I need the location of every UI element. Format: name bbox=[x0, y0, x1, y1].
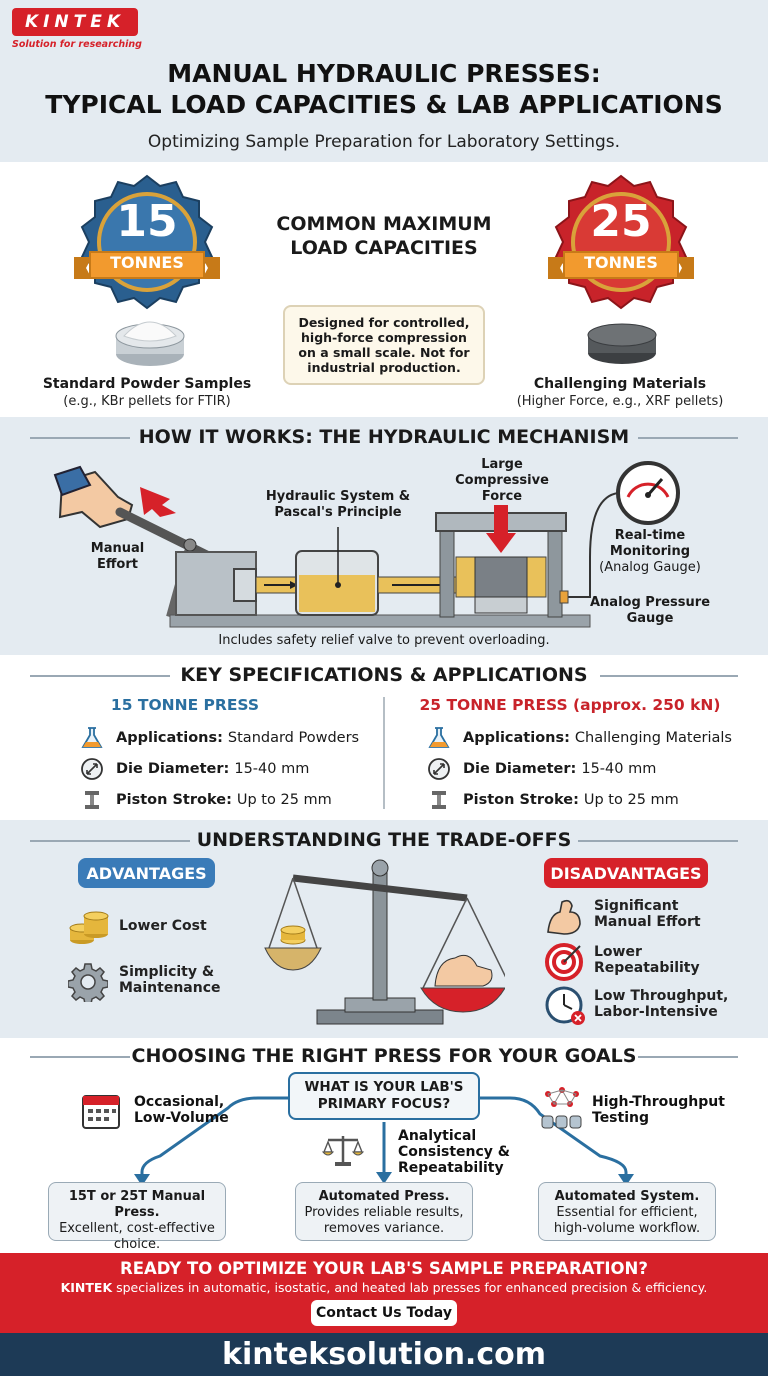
25-tonne-label: Challenging Materials bbox=[533, 376, 707, 392]
spec-value: Up to 25 mm bbox=[583, 792, 679, 808]
diameter-icon bbox=[80, 757, 104, 781]
note-line: industrial production. bbox=[307, 360, 461, 375]
15-tonne-number: 15 bbox=[116, 196, 178, 247]
contact-us-button[interactable]: Contact Us Today bbox=[311, 1300, 457, 1326]
15-tonne-unit: TONNES bbox=[110, 253, 184, 272]
flask-icon bbox=[80, 726, 104, 750]
specs-section bbox=[0, 655, 768, 820]
option-line: Consistency & bbox=[398, 1144, 510, 1160]
label-line: Monitoring bbox=[609, 544, 691, 559]
note-line: high-force compression bbox=[301, 330, 467, 345]
item-line: Low Throughput, bbox=[594, 988, 729, 1004]
spec-value: 15-40 mm bbox=[581, 761, 657, 777]
coins-icon bbox=[68, 906, 110, 946]
spec-key: Applications: bbox=[463, 730, 570, 746]
label-line: (Analog Gauge) bbox=[599, 560, 701, 575]
focus-line: PRIMARY FOCUS? bbox=[317, 1096, 451, 1112]
option-line: Testing bbox=[592, 1110, 649, 1126]
item-line: Significant bbox=[594, 898, 679, 914]
result-line: Provides reliable results, bbox=[304, 1205, 464, 1220]
monitoring-label bbox=[580, 528, 720, 576]
25-tonne-unit: TONNES bbox=[584, 253, 658, 272]
result-title: Automated Press. bbox=[318, 1189, 450, 1204]
goals-title: CHOOSING THE RIGHT PRESS FOR YOUR GOALS bbox=[131, 1045, 637, 1067]
advantage-cost bbox=[119, 918, 207, 934]
advantage-simplicity bbox=[119, 964, 221, 996]
result-automated-press bbox=[295, 1182, 473, 1241]
label-line: Effort bbox=[97, 557, 138, 572]
capacities-title-line-2: LOAD CAPACITIES bbox=[290, 237, 478, 259]
option-line: Analytical bbox=[398, 1128, 477, 1144]
gauge-label bbox=[575, 595, 725, 627]
calendar-icon bbox=[80, 1090, 122, 1130]
option-line: Occasional, bbox=[134, 1094, 225, 1110]
result-line: choice. bbox=[113, 1237, 161, 1252]
result-line: Excellent, cost-effective bbox=[59, 1221, 215, 1236]
logo-tagline: Solution for researching bbox=[12, 39, 142, 50]
15-tonne-label: Standard Powder Samples bbox=[42, 376, 252, 392]
disadvantage-throughput bbox=[594, 988, 728, 1020]
label-line: Large bbox=[481, 457, 523, 472]
flexed-arm-icon bbox=[544, 896, 584, 936]
page-subtitle: Optimizing Sample Preparation for Laboratory Settings. bbox=[147, 132, 621, 152]
scope-note bbox=[283, 305, 485, 385]
mechanism-title: HOW IT WORKS: THE HYDRAULIC MECHANISM bbox=[138, 426, 630, 448]
piston-icon bbox=[80, 788, 104, 812]
spec-applications-25 bbox=[427, 726, 732, 750]
clock-icon bbox=[544, 985, 588, 1027]
spec-value: Standard Powders bbox=[227, 730, 360, 746]
balance-scale-icon bbox=[255, 850, 505, 1030]
spec-stroke-25 bbox=[427, 788, 679, 812]
item-line: Repeatability bbox=[594, 960, 700, 976]
spec-key: Piston Stroke: bbox=[463, 792, 579, 808]
scale-icon bbox=[322, 1132, 364, 1168]
item-line: Maintenance bbox=[119, 980, 221, 996]
label-line: Analog Pressure bbox=[589, 595, 711, 610]
flask-icon bbox=[427, 726, 451, 750]
disadvantage-repeatability bbox=[594, 944, 700, 976]
15-tonne-heading: 15 TONNE PRESS bbox=[110, 696, 260, 714]
capacities-title bbox=[240, 212, 528, 260]
result-title: Automated System. bbox=[554, 1189, 700, 1204]
item-line: Labor-Intensive bbox=[594, 1004, 718, 1020]
item-line: Lower bbox=[594, 944, 642, 960]
safety-note: Includes safety relief valve to prevent overloading. bbox=[218, 633, 550, 648]
mechanism-section bbox=[0, 417, 768, 655]
result-line: high-volume workflow. bbox=[553, 1221, 701, 1236]
dark-pellet-icon bbox=[582, 317, 662, 367]
piston-icon bbox=[427, 788, 451, 812]
label-line: Gauge bbox=[626, 611, 674, 626]
focus-line: WHAT IS YOUR LAB'S bbox=[304, 1079, 464, 1095]
option-consistency bbox=[398, 1128, 510, 1176]
option-occasional bbox=[134, 1094, 229, 1126]
title-line-2: TYPICAL LOAD CAPACITIES & LAB APPLICATIONS bbox=[45, 90, 723, 119]
goals-section bbox=[0, 1038, 768, 1253]
item-line: Lower Cost bbox=[119, 918, 207, 934]
spec-key: Die Diameter: bbox=[463, 761, 577, 777]
cta-heading: READY TO OPTIMIZE YOUR LAB'S SAMPLE PREPARATION? bbox=[120, 1259, 648, 1278]
note-line: on a small scale. Not for bbox=[298, 345, 470, 360]
option-line: High-Throughput bbox=[592, 1094, 725, 1110]
target-icon bbox=[544, 942, 584, 982]
result-automated-system bbox=[538, 1182, 716, 1241]
spec-value: Challenging Materials bbox=[574, 730, 732, 746]
primary-focus-question bbox=[288, 1072, 480, 1120]
disadvantage-effort bbox=[594, 898, 701, 930]
spec-value: 15-40 mm bbox=[234, 761, 310, 777]
label-line: Compressive bbox=[455, 473, 549, 488]
cta-text bbox=[0, 1280, 768, 1295]
spec-stroke-15 bbox=[80, 788, 332, 812]
capacities-title-line-1: COMMON MAXIMUM bbox=[276, 213, 492, 235]
throughput-network-icon bbox=[540, 1086, 584, 1132]
tradeoffs-title: UNDERSTANDING THE TRADE-OFFS bbox=[196, 829, 572, 851]
tradeoffs-section bbox=[0, 820, 768, 1038]
spec-key: Die Diameter: bbox=[116, 761, 230, 777]
spec-key: Applications: bbox=[116, 730, 223, 746]
item-line: Manual Effort bbox=[594, 914, 701, 930]
spec-key: Piston Stroke: bbox=[116, 792, 232, 808]
header bbox=[0, 0, 768, 162]
spec-die-25 bbox=[427, 757, 656, 781]
option-high-throughput bbox=[592, 1094, 725, 1126]
kintek-logo[interactable]: KINTEK bbox=[12, 8, 138, 36]
diameter-icon bbox=[427, 757, 451, 781]
spec-applications-15 bbox=[80, 726, 359, 750]
spec-die-15 bbox=[80, 757, 309, 781]
result-manual-press bbox=[48, 1182, 226, 1252]
page-title bbox=[0, 58, 768, 120]
15-tonne-sub: (e.g., KBr pellets for FTIR) bbox=[63, 394, 231, 409]
note-line: Designed for controlled, bbox=[298, 315, 470, 330]
advantages-pill: ADVANTAGES bbox=[78, 858, 215, 888]
item-line: Simplicity & bbox=[119, 964, 215, 980]
specs-title: KEY SPECIFICATIONS & APPLICATIONS bbox=[180, 664, 588, 686]
25-tonne-sub: (Higher Force, e.g., XRF pellets) bbox=[516, 394, 724, 409]
25-tonne-heading: 25 TONNE PRESS (approx. 250 kN) bbox=[419, 696, 721, 714]
label-line: Real-time bbox=[614, 528, 686, 543]
capacities-section bbox=[0, 162, 768, 417]
label-line: Pascal's Principle bbox=[274, 505, 402, 520]
hydraulic-system-label bbox=[253, 489, 423, 521]
footer-url[interactable]: kinteksolution.com bbox=[0, 1333, 768, 1376]
result-line: removes variance. bbox=[323, 1221, 445, 1236]
25-tonne-number: 25 bbox=[590, 196, 652, 247]
title-line-1: MANUAL HYDRAULIC PRESSES: bbox=[167, 59, 601, 88]
gear-icon bbox=[68, 962, 108, 1002]
label-line: Force bbox=[481, 489, 523, 504]
15-tonne-badge-icon bbox=[72, 172, 222, 322]
result-line: Essential for efficient, bbox=[556, 1205, 698, 1220]
cta-description: specializes in automatic, isostatic, and heated lab presses for enhanced precision & efficiency. bbox=[112, 1280, 708, 1295]
25-tonne-badge-icon bbox=[546, 172, 696, 322]
manual-effort-label bbox=[80, 541, 155, 573]
column-divider bbox=[383, 697, 385, 809]
option-line: Repeatability bbox=[398, 1160, 504, 1176]
label-line: Manual bbox=[90, 541, 145, 556]
spec-value: Up to 25 mm bbox=[236, 792, 332, 808]
option-line: Low-Volume bbox=[134, 1110, 229, 1126]
label-line: Hydraulic System & bbox=[265, 489, 411, 504]
compressive-force-label bbox=[447, 457, 557, 505]
cta-banner bbox=[0, 1253, 768, 1333]
cta-brand: KINTEK bbox=[60, 1280, 113, 1295]
result-title: 15T or 25T Manual Press. bbox=[68, 1189, 206, 1220]
powder-pellet-icon bbox=[110, 312, 190, 370]
disadvantages-pill: DISADVANTAGES bbox=[544, 858, 708, 888]
